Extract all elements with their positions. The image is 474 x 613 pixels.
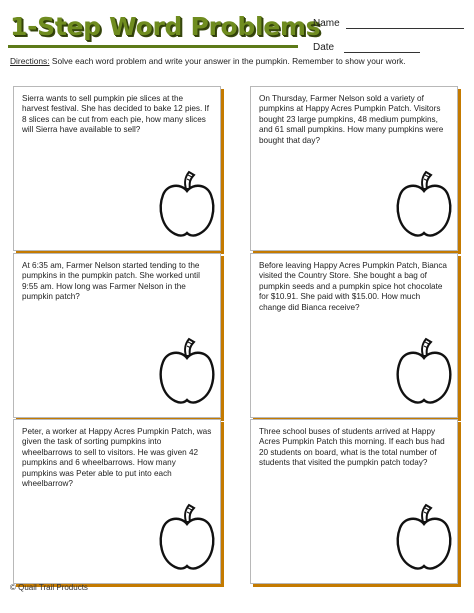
problem-box-5 [13,419,221,584]
problem-text-2: On Thursday, Farmer Nelson sold a variety of pumpkins at Happy Acres Pumpkin Patch. Visitors bought 23 large pumpkins, 48 medium pumpkins, and 61 small pumpkins. How many pumpkins were bought that day? [259,94,444,145]
problem-text-3: At 6:35 am, Farmer Nelson started tending to the pumpkins in the pumpkin patch. She worked until 9:55 am. How long was Farmer Nelson in the pumpkin patch? [22,261,200,302]
title-underline [8,45,298,48]
date-field[interactable] [313,42,420,53]
directions-text: Solve each word problem and write your answer in the pumpkin. Remember to show your work. [49,56,406,66]
directions [10,56,465,66]
name-label: Name [313,18,340,29]
problem-text-6: Three school buses of students arrived at Happy Acres Pumpkin Patch this morning. If each bus had 20 students on board, what is the total number of students that visited the pumpkin patch today? [259,427,445,468]
problem-box-1 [13,86,221,251]
pumpkin-icon[interactable] [394,169,454,239]
problem-text-5: Peter, a worker at Happy Acres Pumpkin Patch, was given the task of sorting pumpkins into wheelbarrows to sell to visitors. He was given 42 pumpkins and 6 wheelbarrows. How many pumpkins was Peter able to put into each wheelbarrow? [22,427,212,489]
pumpkin-icon[interactable] [157,169,217,239]
copyright: © Quail Trail Products [10,583,88,592]
directions-label: Directions: [10,56,50,66]
date-label: Date [313,42,335,53]
problem-box-3 [13,253,221,418]
problem-box-6 [250,419,458,584]
date-line[interactable] [344,42,420,53]
pumpkin-icon[interactable] [157,502,217,572]
pumpkin-icon[interactable] [157,336,217,406]
problem-text-1: Sierra wants to sell pumpkin pie slices at the harvest festival. She has decided to bake 12 pies. If 8 slices can be cut from each pie, how many slices will Sierra have available to sell? [22,94,210,135]
name-field[interactable] [313,18,464,29]
problem-box-2 [250,86,458,251]
page-title: 1-Step Word Problems [10,12,321,41]
problem-text-4: Before leaving Happy Acres Pumpkin Patch, Bianca visited the Country Store. She bought a bag of pumpkin seeds and a pumpkin spice hot chocolate for $10.91. She paid with $15.00. How much change did Bianca receive? [259,261,447,312]
pumpkin-icon[interactable] [394,502,454,572]
pumpkin-icon[interactable] [394,336,454,406]
name-line[interactable] [346,18,464,29]
problem-box-4 [250,253,458,418]
